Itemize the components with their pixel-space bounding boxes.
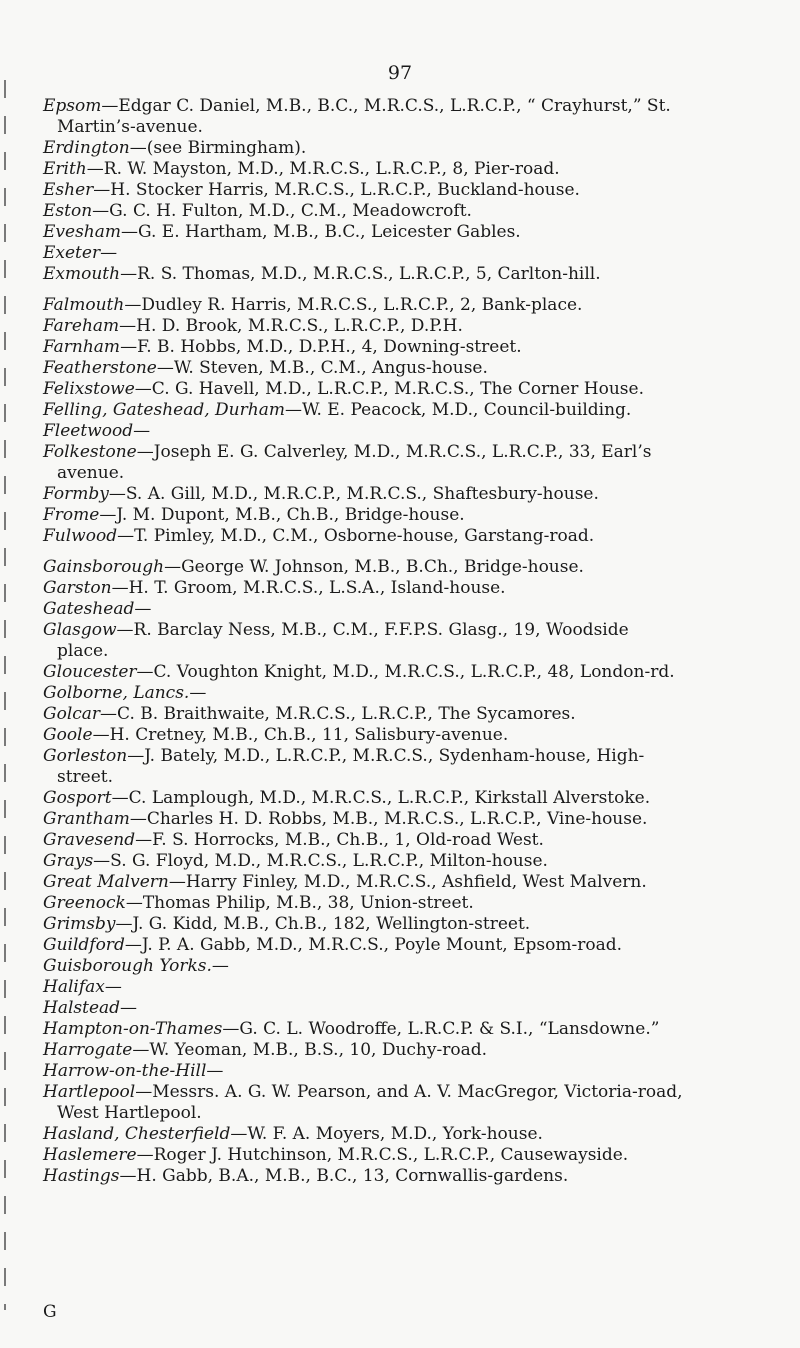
directory-entry — [43, 956, 795, 977]
directory-entry — [43, 222, 795, 243]
entry-text: —S. A. Gill, M.D., M.R.C.P., M.R.C.S., Shaftesbury-house. — [108, 484, 599, 504]
directory-entry — [43, 893, 795, 914]
entry-place: Gateshead — [43, 599, 135, 619]
entries-group-h — [43, 977, 795, 1187]
directory-entry — [43, 442, 795, 484]
entry-text: —H. T. Groom, M.R.C.S., L.S.A., Island-house. — [111, 578, 506, 598]
entry-text: —C. Voughton Knight, M.D., M.R.C.S., L.R.C.P., 48, London-rd. — [136, 662, 675, 682]
directory-entry — [43, 662, 795, 683]
entry-continuation: place. — [57, 641, 109, 661]
entry-text: — — [134, 599, 152, 619]
entry-text: —G. C. H. Fulton, M.D., C.M., Meadowcroft. — [92, 201, 472, 221]
directory-entry — [43, 1145, 795, 1166]
entry-place: Guisborough Yorks. — [43, 956, 212, 976]
entry-continuation: street. — [57, 767, 114, 787]
entry-place: Gorleston — [43, 746, 128, 766]
entry-text: —W. Steven, M.B., C.M., Angus-house. — [156, 358, 488, 378]
entry-text: —R. Barclay Ness, M.B., C.M., F.F.P.S. Glasg., 19, Woodside — [116, 620, 629, 640]
directory-entry — [43, 725, 795, 746]
entry-place: Evesham — [43, 222, 122, 242]
entry-text: — — [206, 1061, 224, 1081]
entry-place: Felling, Gateshead, Durham — [43, 400, 285, 420]
entry-text: —H. Stocker Harris, M.R.C.S., L.R.C.P., Buckland-house. — [93, 180, 580, 200]
entry-text: —J. P. A. Gabb, M.D., M.R.C.S., Poyle Mount, Epsom-road. — [124, 935, 622, 955]
entry-place: Hampton-on-Thames — [43, 1019, 223, 1039]
entry-place: Hastings — [43, 1166, 120, 1186]
directory-entry — [43, 1061, 795, 1082]
entry-text: —George W. Johnson, M.B., B.Ch., Bridge-house. — [164, 557, 584, 577]
directory-entry — [43, 809, 795, 830]
entry-text: —W. Yeoman, M.B., B.S., 10, Duchy-road. — [132, 1040, 488, 1060]
entry-text: —H. D. Brook, M.R.C.S., L.R.C.P., D.P.H. — [119, 316, 463, 336]
directory-entry — [43, 138, 795, 159]
entry-text: —H. Cretney, M.B., Ch.B., 11, Salisbury-avenue. — [92, 725, 509, 745]
entry-place: Featherstone — [43, 358, 157, 378]
entry-text: —J. Bately, M.D., L.R.C.P., M.R.C.S., Sydenham-house, High- — [127, 746, 645, 766]
entry-place: Harrow-on-the-Hill — [43, 1061, 207, 1081]
entry-text: —F. B. Hobbs, M.D., D.P.H., 4, Downing-street. — [120, 337, 522, 357]
directory-entry — [43, 683, 795, 704]
entry-text: —G. E. Hartham, M.B., B.C., Leicester Gables. — [121, 222, 521, 242]
directory-entry — [43, 851, 795, 872]
directory-entry — [43, 935, 795, 956]
entry-text: —Roger J. Hutchinson, M.R.C.S., L.R.C.P., Causewayside. — [136, 1145, 629, 1165]
entry-place: Exeter — [43, 243, 101, 263]
entry-text: —G. C. L. Woodroffe, L.R.C.P. & S.I., “Lansdowne.” — [222, 1019, 660, 1039]
entries-group-f — [43, 295, 795, 547]
entry-place: Haslemere — [43, 1145, 137, 1165]
entry-text: —S. G. Floyd, M.D., M.R.C.S., L.R.C.P., Milton-house. — [93, 851, 548, 871]
directory-entry — [43, 704, 795, 725]
entry-place: Grimsby — [43, 914, 116, 934]
entry-text: — — [104, 977, 122, 997]
entry-text: —(see Birmingham). — [129, 138, 307, 158]
directory-entry — [43, 505, 795, 526]
entry-place: Hartlepool — [43, 1082, 136, 1102]
entry-place: Hasland, Chesterfield — [43, 1124, 231, 1144]
entry-place: Erdington — [43, 138, 130, 158]
entry-text: —H. Gabb, B.A., M.B., B.C., 13, Cornwallis-gardens. — [119, 1166, 569, 1186]
directory-entry — [43, 872, 795, 893]
entry-text: —C. B. Braithwaite, M.R.C.S., L.R.C.P., The Sycamores. — [100, 704, 576, 724]
directory-entry — [43, 620, 795, 662]
directory-entry — [43, 1040, 795, 1061]
entry-text: — — [133, 421, 151, 441]
entry-place: Esher — [43, 180, 94, 200]
entry-text: —Joseph E. G. Calverley, M.D., M.R.C.S., L.R.C.P., 33, Earl’s — [136, 442, 652, 462]
entry-place: Halstead — [43, 998, 121, 1018]
entry-text: —Thomas Philip, M.B., 38, Union-street. — [125, 893, 474, 913]
entry-text: — — [211, 956, 229, 976]
entry-text: —C. Lamplough, M.D., M.R.C.S., L.R.C.P., Kirkstall Alverstoke. — [111, 788, 651, 808]
directory-entry — [43, 746, 795, 788]
entry-place: Great Malvern — [43, 872, 169, 892]
entries-group-g — [43, 557, 795, 977]
directory-entry — [43, 337, 795, 358]
entry-place: Grantham — [43, 809, 130, 829]
directory-entry — [43, 400, 795, 421]
signature-mark: G — [43, 1302, 57, 1322]
entry-place: Felixstowe — [43, 379, 135, 399]
entry-place: Falmouth — [43, 295, 125, 315]
entry-place: Erith — [43, 159, 87, 179]
entry-place: Fleetwood — [43, 421, 134, 441]
directory-entry — [43, 421, 795, 442]
entry-place: Glasgow — [43, 620, 117, 640]
entry-text: —J. G. Kidd, M.B., Ch.B., 182, Wellington-street. — [115, 914, 531, 934]
directory-entry — [43, 96, 795, 138]
entry-text: —T. Pimley, M.D., C.M., Osborne-house, Garstang-road. — [117, 526, 595, 546]
entry-place: Fareham — [43, 316, 120, 336]
entry-text: — — [100, 243, 118, 263]
entry-place: Golcar — [43, 704, 101, 724]
entry-place: Gainsborough — [43, 557, 165, 577]
entry-text: — — [120, 998, 138, 1018]
entry-place: Formby — [43, 484, 109, 504]
directory-entry — [43, 977, 795, 998]
directory-entry — [43, 316, 795, 337]
directory-entry — [43, 526, 795, 547]
directory-entry — [43, 1166, 795, 1187]
entry-place: Greenock — [43, 893, 126, 913]
directory-entry — [43, 788, 795, 809]
entry-place: Halifax — [43, 977, 105, 997]
directory-entry — [43, 1124, 795, 1145]
entry-text: —Charles H. D. Robbs, M.B., M.R.C.S., L.R.C.P., Vine-house. — [129, 809, 648, 829]
entry-continuation: Martin’s-avenue. — [57, 117, 203, 137]
entry-text: —R. W. Mayston, M.D., M.R.C.S., L.R.C.P., 8, Pier-road. — [86, 159, 560, 179]
directory-entry — [43, 180, 795, 201]
directory-entry — [43, 201, 795, 222]
directory-entry — [43, 578, 795, 599]
entry-text: —J. M. Dupont, M.B., Ch.B., Bridge-house. — [99, 505, 465, 525]
entry-continuation: avenue. — [57, 463, 125, 483]
directory-entry — [43, 1019, 795, 1040]
directory-entry — [43, 830, 795, 851]
directory-entry — [43, 295, 795, 316]
directory-entry — [43, 379, 795, 400]
entry-place: Eston — [43, 201, 93, 221]
entry-place: Harrogate — [43, 1040, 133, 1060]
entry-place: Frome — [43, 505, 100, 525]
entry-place: Gloucester — [43, 662, 137, 682]
directory-entry — [43, 159, 795, 180]
directory-entry — [43, 998, 795, 1019]
entry-place: Farnham — [43, 337, 121, 357]
directory-entries — [43, 96, 795, 1187]
entry-place: Exmouth — [43, 264, 121, 284]
entry-text: — — [189, 683, 207, 703]
entry-place: Fulwood — [43, 526, 118, 546]
binding-edge — [4, 80, 6, 1310]
entry-text: —Edgar C. Daniel, M.B., B.C., M.R.C.S., L.R.C.P., “ Crayhurst,” St. — [101, 96, 671, 116]
entry-text: —F. S. Horrocks, M.B., Ch.B., 1, Old-road West. — [135, 830, 544, 850]
entry-place: Grays — [43, 851, 94, 871]
directory-entry — [43, 358, 795, 379]
directory-entry — [43, 914, 795, 935]
entry-text: —R. S. Thomas, M.D., M.R.C.S., L.R.C.P., 5, Carlton-hill. — [120, 264, 601, 284]
entry-place: Gravesend — [43, 830, 136, 850]
entry-continuation: West Hartlepool. — [57, 1103, 202, 1123]
entry-text: —C. G. Havell, M.D., L.R.C.P., M.R.C.S., The Corner House. — [134, 379, 644, 399]
entry-place: Guildford — [43, 935, 125, 955]
directory-entry — [43, 484, 795, 505]
page-number: 97 — [387, 62, 413, 84]
entry-place: Epsom — [43, 96, 102, 116]
entry-place: Folkestone — [43, 442, 137, 462]
entry-place: Garston — [43, 578, 112, 598]
entry-text: —W. E. Peacock, M.D., Council-building. — [284, 400, 632, 420]
directory-entry — [43, 243, 795, 264]
entry-place: Gosport — [43, 788, 112, 808]
entry-text: —Messrs. A. G. W. Pearson, and A. V. MacGregor, Victoria-road, — [135, 1082, 683, 1102]
entry-place: Goole — [43, 725, 93, 745]
directory-entry — [43, 1082, 795, 1124]
entries-group-e — [43, 96, 795, 285]
entry-text: —Dudley R. Harris, M.R.C.S., L.R.C.P., 2, Bank-place. — [124, 295, 583, 315]
entry-text: —W. F. A. Moyers, M.D., York-house. — [230, 1124, 543, 1144]
entry-text: —Harry Finley, M.D., M.R.C.S., Ashfield, West Malvern. — [168, 872, 647, 892]
directory-entry — [43, 599, 795, 620]
directory-entry — [43, 557, 795, 578]
directory-entry — [43, 264, 795, 285]
entry-place: Golborne, Lancs. — [43, 683, 190, 703]
